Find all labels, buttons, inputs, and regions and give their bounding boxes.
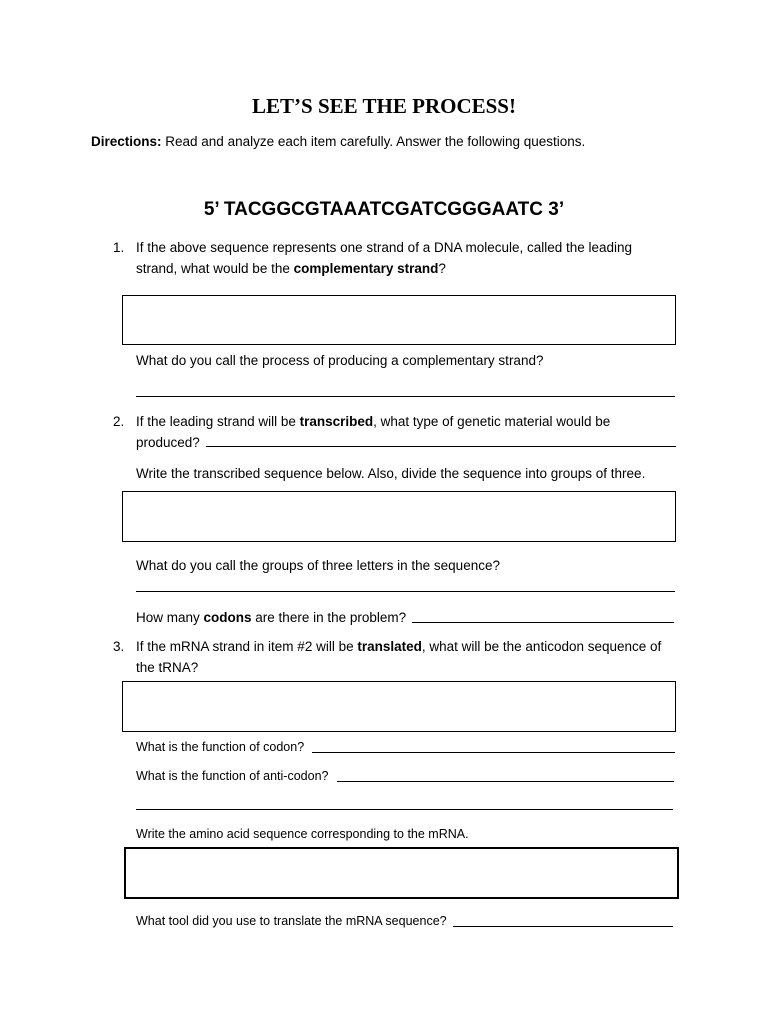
process-answer-line[interactable] <box>136 396 675 397</box>
question-1-number: 1. <box>113 240 125 255</box>
question-1-keyword: complementary strand <box>293 261 439 276</box>
anticodon-function-answer-line-2[interactable] <box>136 809 673 810</box>
question-2-text-b: , what type of genetic material would be produced? <box>136 414 611 450</box>
question-1-followup: What do you call the process of producing a complementary strand? <box>136 353 544 368</box>
question-2-text-a: If the leading strand will be <box>136 414 300 429</box>
codon-name-answer-line[interactable] <box>136 591 675 592</box>
codon-count-keyword: codons <box>203 610 252 625</box>
directions-label: Directions: <box>91 134 162 149</box>
anticodon-sequence-answer-box[interactable] <box>122 681 676 732</box>
question-1-text-b: ? <box>438 261 446 276</box>
question-1-text-a: If the above sequence represents one strand of a DNA molecule, called the leading strand, what would be the <box>136 240 633 276</box>
question-2-instruction: Write the transcribed sequence below. Also, divide the sequence into groups of three. <box>136 466 646 481</box>
page-title: LET’S SEE THE PROCESS! <box>252 94 516 118</box>
translation-tool-question: What tool did you use to translate the mRNA sequence? <box>136 914 447 928</box>
amino-acid-sequence-answer-box[interactable] <box>124 847 679 899</box>
codon-function-question: What is the function of codon? <box>136 740 305 754</box>
question-2-followup: What do you call the groups of three letters in the sequence? <box>136 558 500 573</box>
codon-count-answer-line[interactable] <box>412 622 674 623</box>
genetic-material-answer-line[interactable] <box>206 446 676 447</box>
amino-acid-instruction: Write the amino acid sequence corresponding to the mRNA. <box>136 827 469 841</box>
dna-sequence: 5’ TACGGCGTAAATCGATCGGGAATC 3’ <box>203 199 565 220</box>
codon-function-answer-line[interactable] <box>312 752 675 753</box>
transcribed-sequence-answer-box[interactable] <box>122 491 676 542</box>
question-1-text <box>136 237 676 279</box>
translation-tool-answer-line[interactable] <box>453 926 673 927</box>
question-3-text-b: , what will be the anticodon sequence of the tRNA? <box>136 639 662 675</box>
question-2-keyword: transcribed <box>299 414 374 429</box>
codon-count-question <box>136 607 406 628</box>
question-3-number: 3. <box>113 639 125 654</box>
question-3-text <box>136 636 676 678</box>
complementary-strand-answer-box[interactable] <box>122 295 676 345</box>
anticodon-function-question: What is the function of anti-codon? <box>136 769 329 783</box>
codon-count-text-b: are there in the problem? <box>251 610 407 625</box>
question-2-number: 2. <box>113 414 125 429</box>
directions-text: Read and analyze each item carefully. Answer the following questions. <box>161 134 586 149</box>
anticodon-function-answer-line[interactable] <box>337 781 674 782</box>
directions <box>91 134 585 149</box>
question-3-keyword: translated <box>357 639 422 654</box>
codon-count-text-a: How many <box>136 610 204 625</box>
question-3-text-a: If the mRNA strand in item #2 will be <box>136 639 358 654</box>
